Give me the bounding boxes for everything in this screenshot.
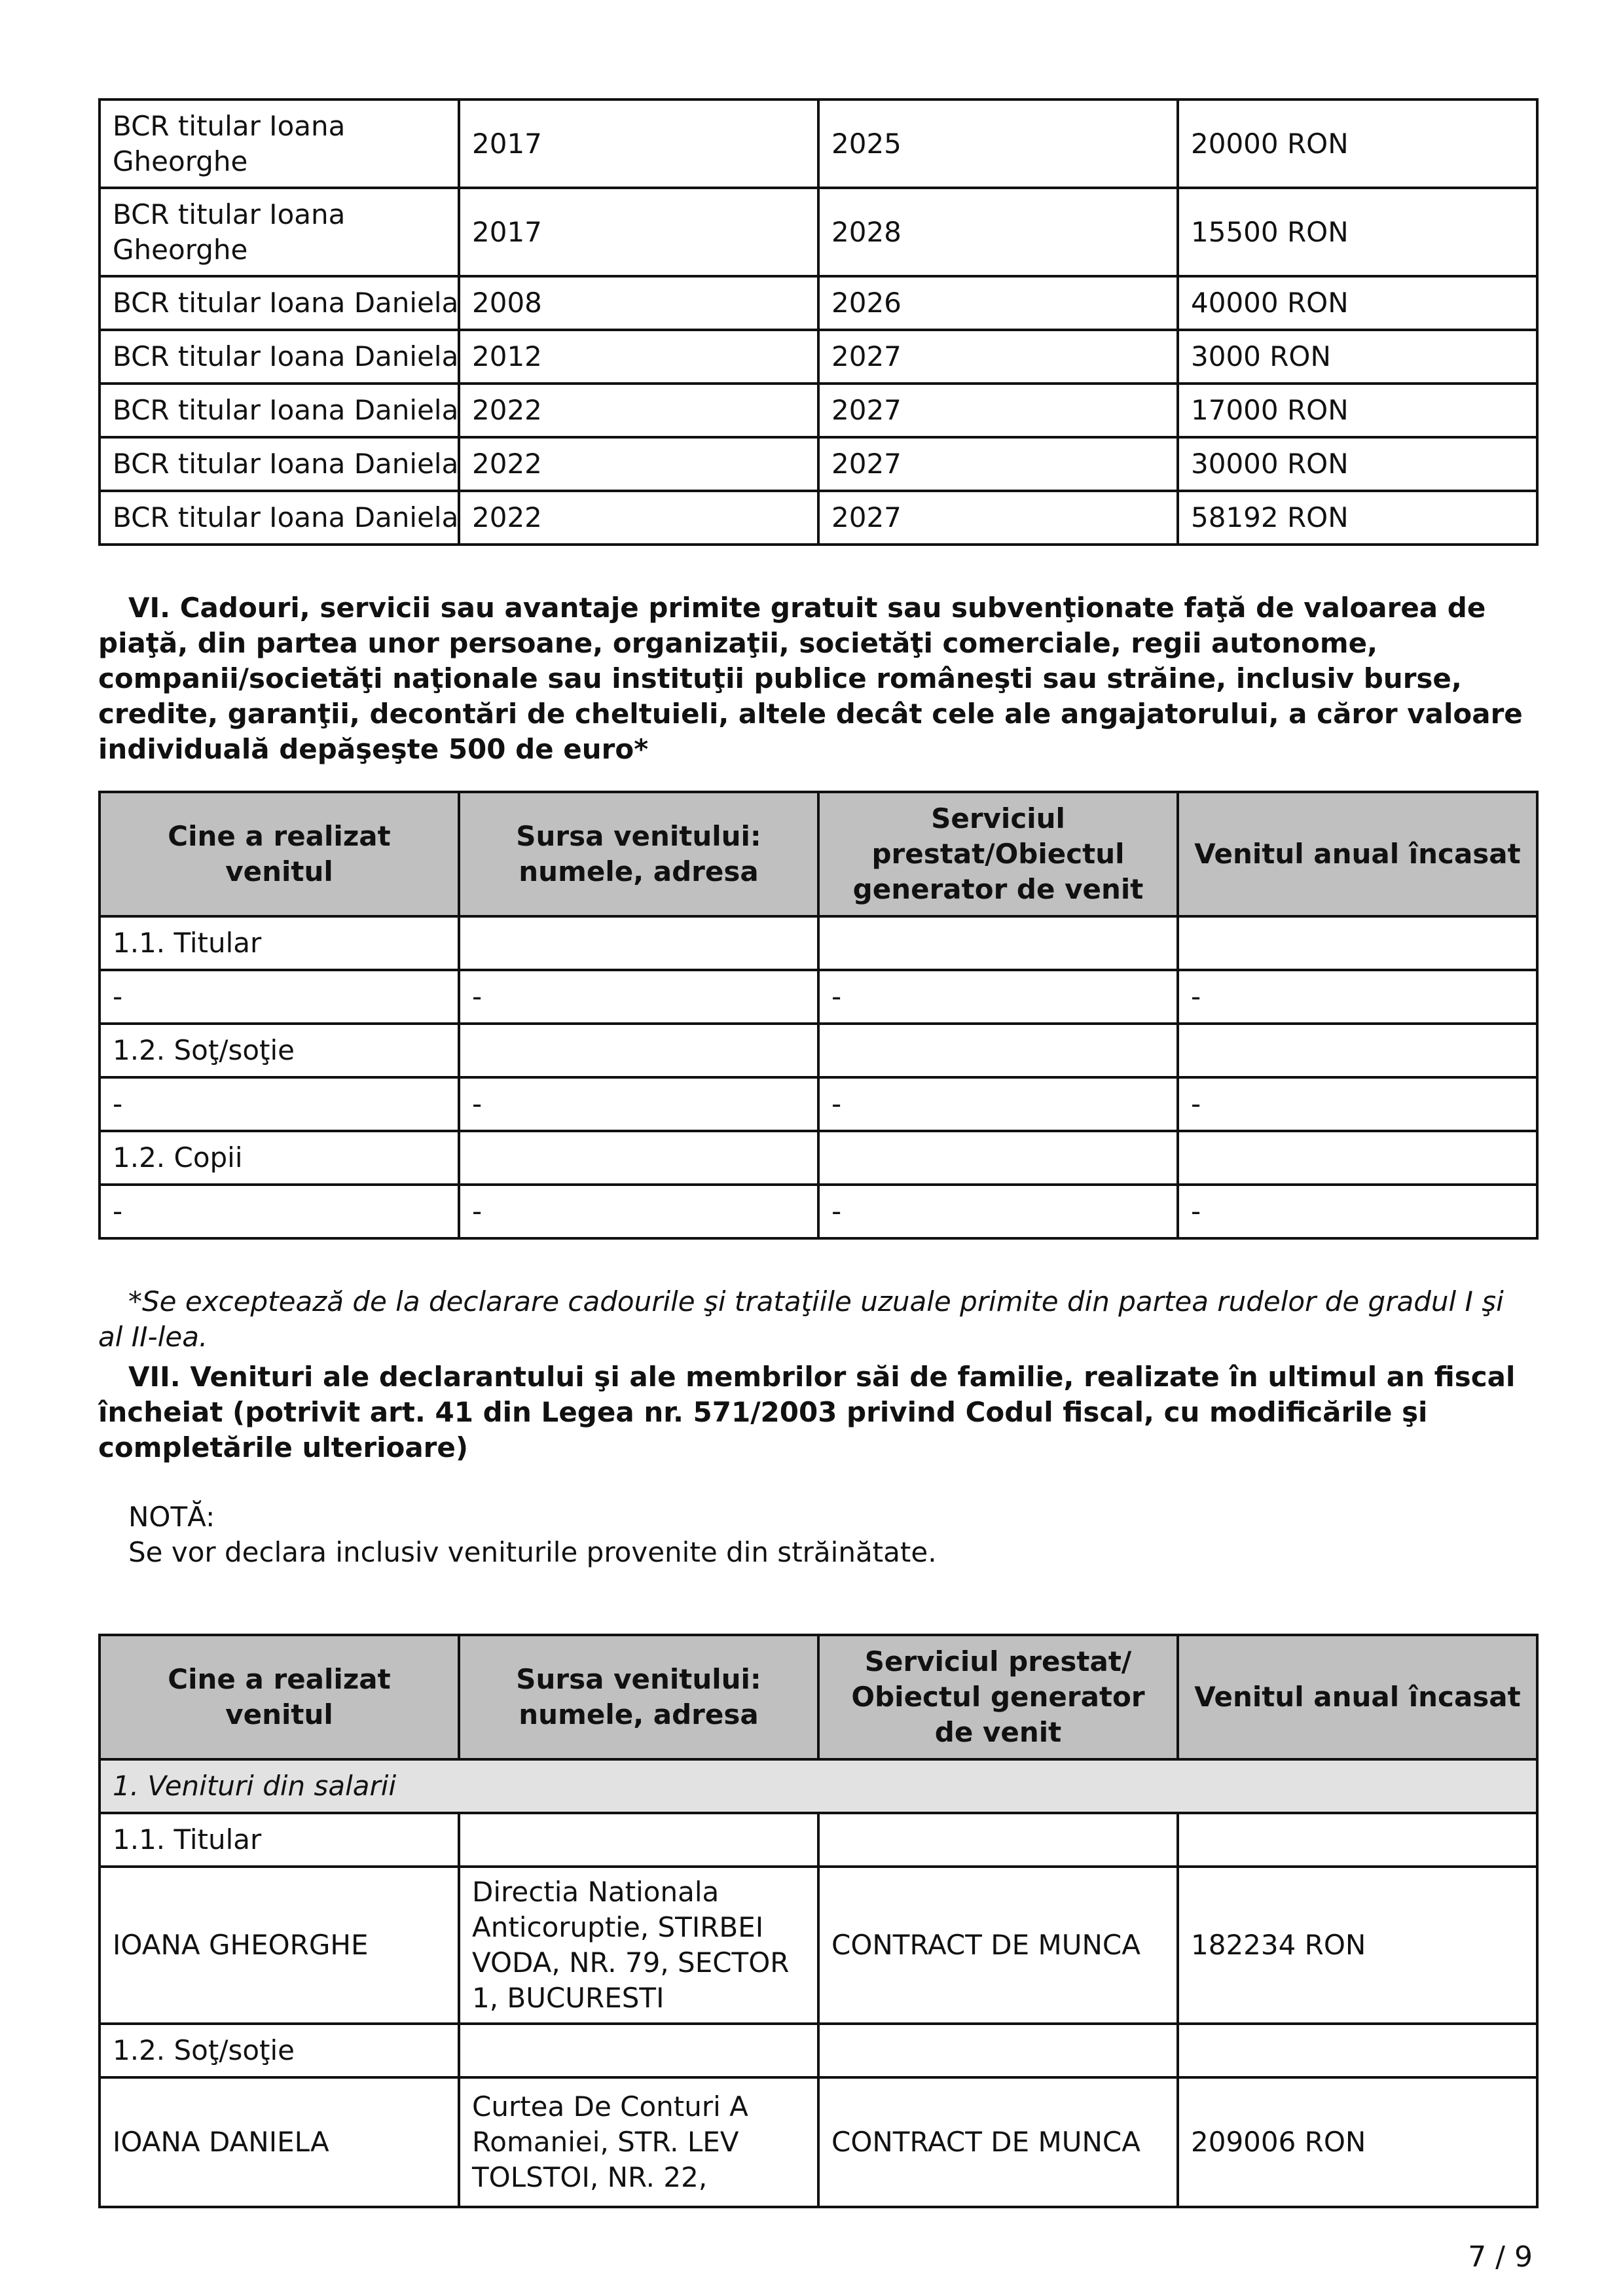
table-cell: -	[100, 1185, 459, 1238]
table-cell: 182234 RON	[1178, 1867, 1537, 2024]
table-cell: 2027	[818, 384, 1178, 437]
table-header-row	[100, 1635, 1537, 1759]
table-cell: 1.2. Copii	[100, 1131, 459, 1185]
income-table	[98, 1634, 1539, 2208]
table-cell: 2017	[459, 99, 818, 188]
nota-label: NOTĂ:	[128, 1501, 215, 1533]
table-cell: 2022	[459, 384, 818, 437]
table-cell: BCR titular Ioana Daniela	[100, 330, 459, 384]
table-cell: 20000 RON	[1178, 99, 1537, 188]
table-cell	[459, 1131, 818, 1185]
table-cell: -	[1178, 970, 1537, 1024]
table-row	[100, 1077, 1537, 1131]
table-cell: -	[1178, 1185, 1537, 1238]
table-row	[100, 2077, 1537, 2207]
table-row	[100, 437, 1537, 491]
table-cell	[459, 1024, 818, 1077]
column-header: Venitul anual încasat	[1178, 792, 1537, 916]
table-cell: 2027	[818, 330, 1178, 384]
table-cell: 2022	[459, 437, 818, 491]
table-cell: 2012	[459, 330, 818, 384]
table-cell: IOANA GHEORGHE	[100, 1867, 459, 2024]
table-cell: 2026	[818, 276, 1178, 330]
table-cell	[1178, 2024, 1537, 2077]
table-row	[100, 1867, 1537, 2024]
table-row	[100, 276, 1537, 330]
column-header: Cine a realizat venitul	[100, 792, 459, 916]
table-cell: 1.1. Titular	[100, 916, 459, 970]
table-cell	[1178, 1131, 1537, 1185]
column-header: Serviciul prestat/Obiectul generator de venit	[818, 792, 1178, 916]
table-cell: 40000 RON	[1178, 276, 1537, 330]
table-cell	[459, 1813, 818, 1867]
table-cell: BCR titular Ioana Daniela	[100, 437, 459, 491]
table-row	[100, 188, 1537, 276]
section-row	[100, 1759, 1537, 1813]
table-cell: 2027	[818, 437, 1178, 491]
table-row	[100, 99, 1537, 188]
table-cell: -	[459, 1185, 818, 1238]
table-row	[100, 330, 1537, 384]
table-cell: 1.2. Soţ/soţie	[100, 2024, 459, 2077]
table-cell	[818, 916, 1178, 970]
table-cell: -	[818, 1185, 1178, 1238]
credits-table	[98, 98, 1539, 546]
table-row	[100, 2024, 1537, 2077]
nota-text: Se vor declara inclusiv veniturile provenite din străinătate.	[128, 1536, 937, 1568]
table-row	[100, 1024, 1537, 1077]
gifts-footnote: *Se exceptează de la declarare cadourile şi trataţiile uzuale primite din partea rudelor de gradul I şi al II-lea.	[98, 1285, 1504, 1353]
table-row	[100, 491, 1537, 545]
table-cell: -	[459, 1077, 818, 1131]
table-row	[100, 916, 1537, 970]
table-cell: -	[100, 1077, 459, 1131]
table-cell	[818, 1131, 1178, 1185]
table-cell: 15500 RON	[1178, 188, 1537, 276]
table-cell: Curtea De Conturi A Romaniei, STR. LEV TOLSTOI, NR. 22,	[459, 2077, 818, 2207]
table-cell: 2025	[818, 99, 1178, 188]
table-cell: Directia Nationala Anticoruptie, STIRBEI VODA, NR. 79, SECTOR 1, BUCURESTI	[459, 1867, 818, 2024]
table-row	[100, 970, 1537, 1024]
table-cell: 17000 RON	[1178, 384, 1537, 437]
table-row	[100, 1813, 1537, 1867]
table-cell	[459, 916, 818, 970]
table-cell: 2027	[818, 491, 1178, 545]
table-cell: -	[1178, 1077, 1537, 1131]
section-7-heading: VII. Venituri ale declarantului şi ale membrilor săi de familie, realizate în ultimul an fiscal încheiat (potrivit art. 41 din Legea nr. 571/2003 privind Codul fiscal, cu modificările şi completările ulterioare)	[98, 1361, 1516, 1463]
column-header: Venitul anual încasat	[1178, 1635, 1537, 1759]
table-cell: 58192 RON	[1178, 491, 1537, 545]
table-cell: BCR titular Ioana Gheorghe	[100, 99, 459, 188]
section-6-heading: VI. Cadouri, servicii sau avantaje primite gratuit sau subvenţionate faţă de valoarea de piaţă, din partea unor persoane, organizaţii, societăţi comerciale, regii autonome, companii/societăţi naţionale sau instituţii publice româneşti sau străine, inclusiv burse, credite, garanţii, decontări de cheltuieli, altele decât cele ale angajatorului, a căror valoare individuală depăşeşte 500 de euro*	[98, 592, 1523, 765]
table-cell: 2017	[459, 188, 818, 276]
table-cell: -	[459, 970, 818, 1024]
table-cell: BCR titular Ioana Gheorghe	[100, 188, 459, 276]
column-header: Sursa venitului: numele, adresa	[459, 792, 818, 916]
table-header-row	[100, 792, 1537, 916]
gifts-table	[98, 791, 1539, 1240]
table-cell: -	[818, 1077, 1178, 1131]
table-cell	[1178, 1024, 1537, 1077]
table-row	[100, 384, 1537, 437]
column-header: Cine a realizat venitul	[100, 1635, 459, 1759]
table-cell	[1178, 916, 1537, 970]
table-cell: 209006 RON	[1178, 2077, 1537, 2207]
table-row	[100, 1185, 1537, 1238]
table-row	[100, 1131, 1537, 1185]
table-cell: 30000 RON	[1178, 437, 1537, 491]
table-cell: 2022	[459, 491, 818, 545]
table-cell	[818, 1024, 1178, 1077]
table-cell: 3000 RON	[1178, 330, 1537, 384]
section-label: 1. Venituri din salarii	[100, 1759, 1537, 1813]
table-cell: 2008	[459, 276, 818, 330]
table-cell: CONTRACT DE MUNCA	[818, 2077, 1178, 2207]
table-cell: CONTRACT DE MUNCA	[818, 1867, 1178, 2024]
table-cell: 1.1. Titular	[100, 1813, 459, 1867]
column-header: Serviciul prestat/ Obiectul generator de venit	[818, 1635, 1178, 1759]
table-cell	[1178, 1813, 1537, 1867]
table-cell: 1.2. Soţ/soţie	[100, 1024, 459, 1077]
table-cell: -	[100, 970, 459, 1024]
table-cell: 2028	[818, 188, 1178, 276]
page-number: 7 / 9	[1468, 2240, 1533, 2274]
table-cell: IOANA DANIELA	[100, 2077, 459, 2207]
table-cell: BCR titular Ioana Daniela	[100, 276, 459, 330]
table-cell: -	[818, 970, 1178, 1024]
column-header: Sursa venitului: numele, adresa	[459, 1635, 818, 1759]
table-cell	[818, 1813, 1178, 1867]
table-cell	[818, 2024, 1178, 2077]
table-cell: BCR titular Ioana Daniela	[100, 491, 459, 545]
table-cell	[459, 2024, 818, 2077]
table-cell: BCR titular Ioana Daniela	[100, 384, 459, 437]
